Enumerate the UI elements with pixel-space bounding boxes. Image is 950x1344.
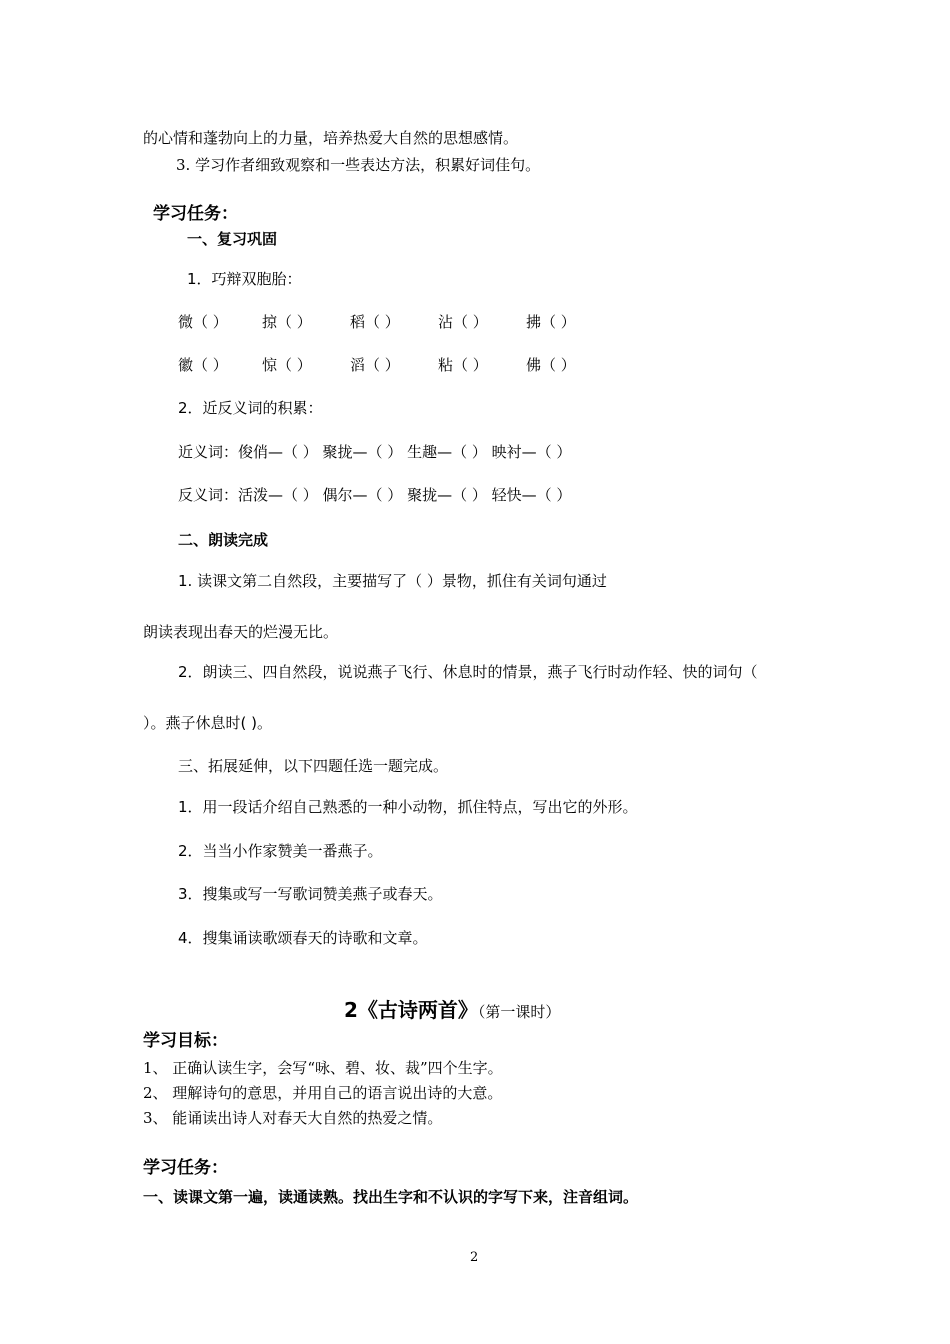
s2-q2-line-b: ）。燕子休息时( )。 <box>143 714 272 732</box>
lesson-title <box>344 997 560 1025</box>
s3-item: 4．搜集诵读歌颂春天的诗歌和文章。 <box>178 929 428 947</box>
synonym-line: 近义词：俊俏—（ ） 聚拢—（ ） 生趣—（ ） 映衬—（ ） <box>178 443 572 461</box>
lesson-title-main: 2《古诗两首》 <box>344 998 478 1022</box>
lesson-task-1: 一、读课文第一遍，读通读熟。找出生字和不认识的字写下来，注音组词。 <box>143 1188 639 1206</box>
antonym-line: 反义词：活泼—（ ） 偶尔—（ ） 聚拢—（ ） 轻快—（ ） <box>178 486 572 504</box>
s2-q2-line-a: 2．朗读三、四自然段，说说燕子飞行、休息时的情景，燕子飞行时动作轻、快的词句（ <box>178 663 758 681</box>
char-pair: 微（ ） <box>178 313 228 331</box>
lesson-tasks-heading: 学习任务： <box>143 1158 228 1178</box>
char-pair: 稻（ ） <box>350 313 400 331</box>
goal-item: 2、 理解诗句的意思，并用自己的语言说出诗的大意。 <box>143 1084 503 1102</box>
lesson-subtitle: （第一课时） <box>477 1003 561 1021</box>
s2-q1-line-b: 朗读表现出春天的烂漫无比。 <box>143 623 339 641</box>
s3-item: 1．用一段话介绍自己熟悉的一种小动物，抓住特点，写出它的外形。 <box>178 798 638 816</box>
intro-line-1: 的心情和蓬勃向上的力量，培养热爱大自然的思想感情。 <box>143 129 519 147</box>
q1-title: 1．巧辩双胞胎： <box>187 270 302 288</box>
goals-heading: 学习目标： <box>143 1031 228 1051</box>
q2-title: 2．近反义词的积累： <box>178 399 323 417</box>
s3-item: 3．搜集或写一写歌词赞美燕子或春天。 <box>178 885 443 903</box>
goal-item: 1、 正确认读生字，会写“咏、碧、妆、裁”四个生字。 <box>143 1059 503 1077</box>
char-pair: 徽（ ） <box>178 356 228 374</box>
section3-heading: 三、拓展延伸，以下四题任选一题完成。 <box>178 757 449 775</box>
char-pair: 佛（ ） <box>526 356 576 374</box>
char-pair: 粘（ ） <box>438 356 488 374</box>
page-number: 2 <box>470 1250 479 1265</box>
char-pair: 拂（ ） <box>526 313 576 331</box>
char-pair: 滔（ ） <box>350 356 400 374</box>
char-pair: 惊（ ） <box>262 356 312 374</box>
char-pair: 沾（ ） <box>438 313 488 331</box>
section2-heading: 二、朗读完成 <box>178 531 269 549</box>
s3-item: 2．当当小作家赞美一番燕子。 <box>178 842 383 860</box>
section1-heading: 一、复习巩固 <box>187 230 278 248</box>
intro-line-2: 3. 学习作者细致观察和一些表达方法，积累好词佳句。 <box>176 156 541 174</box>
goal-item: 3、 能诵读出诗人对春天大自然的热爱之情。 <box>143 1109 443 1127</box>
s2-q1-line-a: 1. 读课文第二自然段，主要描写了（ ）景物，抓住有关词句通过 <box>178 572 607 590</box>
tasks-heading: 学习任务： <box>153 204 238 224</box>
char-pair: 掠（ ） <box>262 313 312 331</box>
